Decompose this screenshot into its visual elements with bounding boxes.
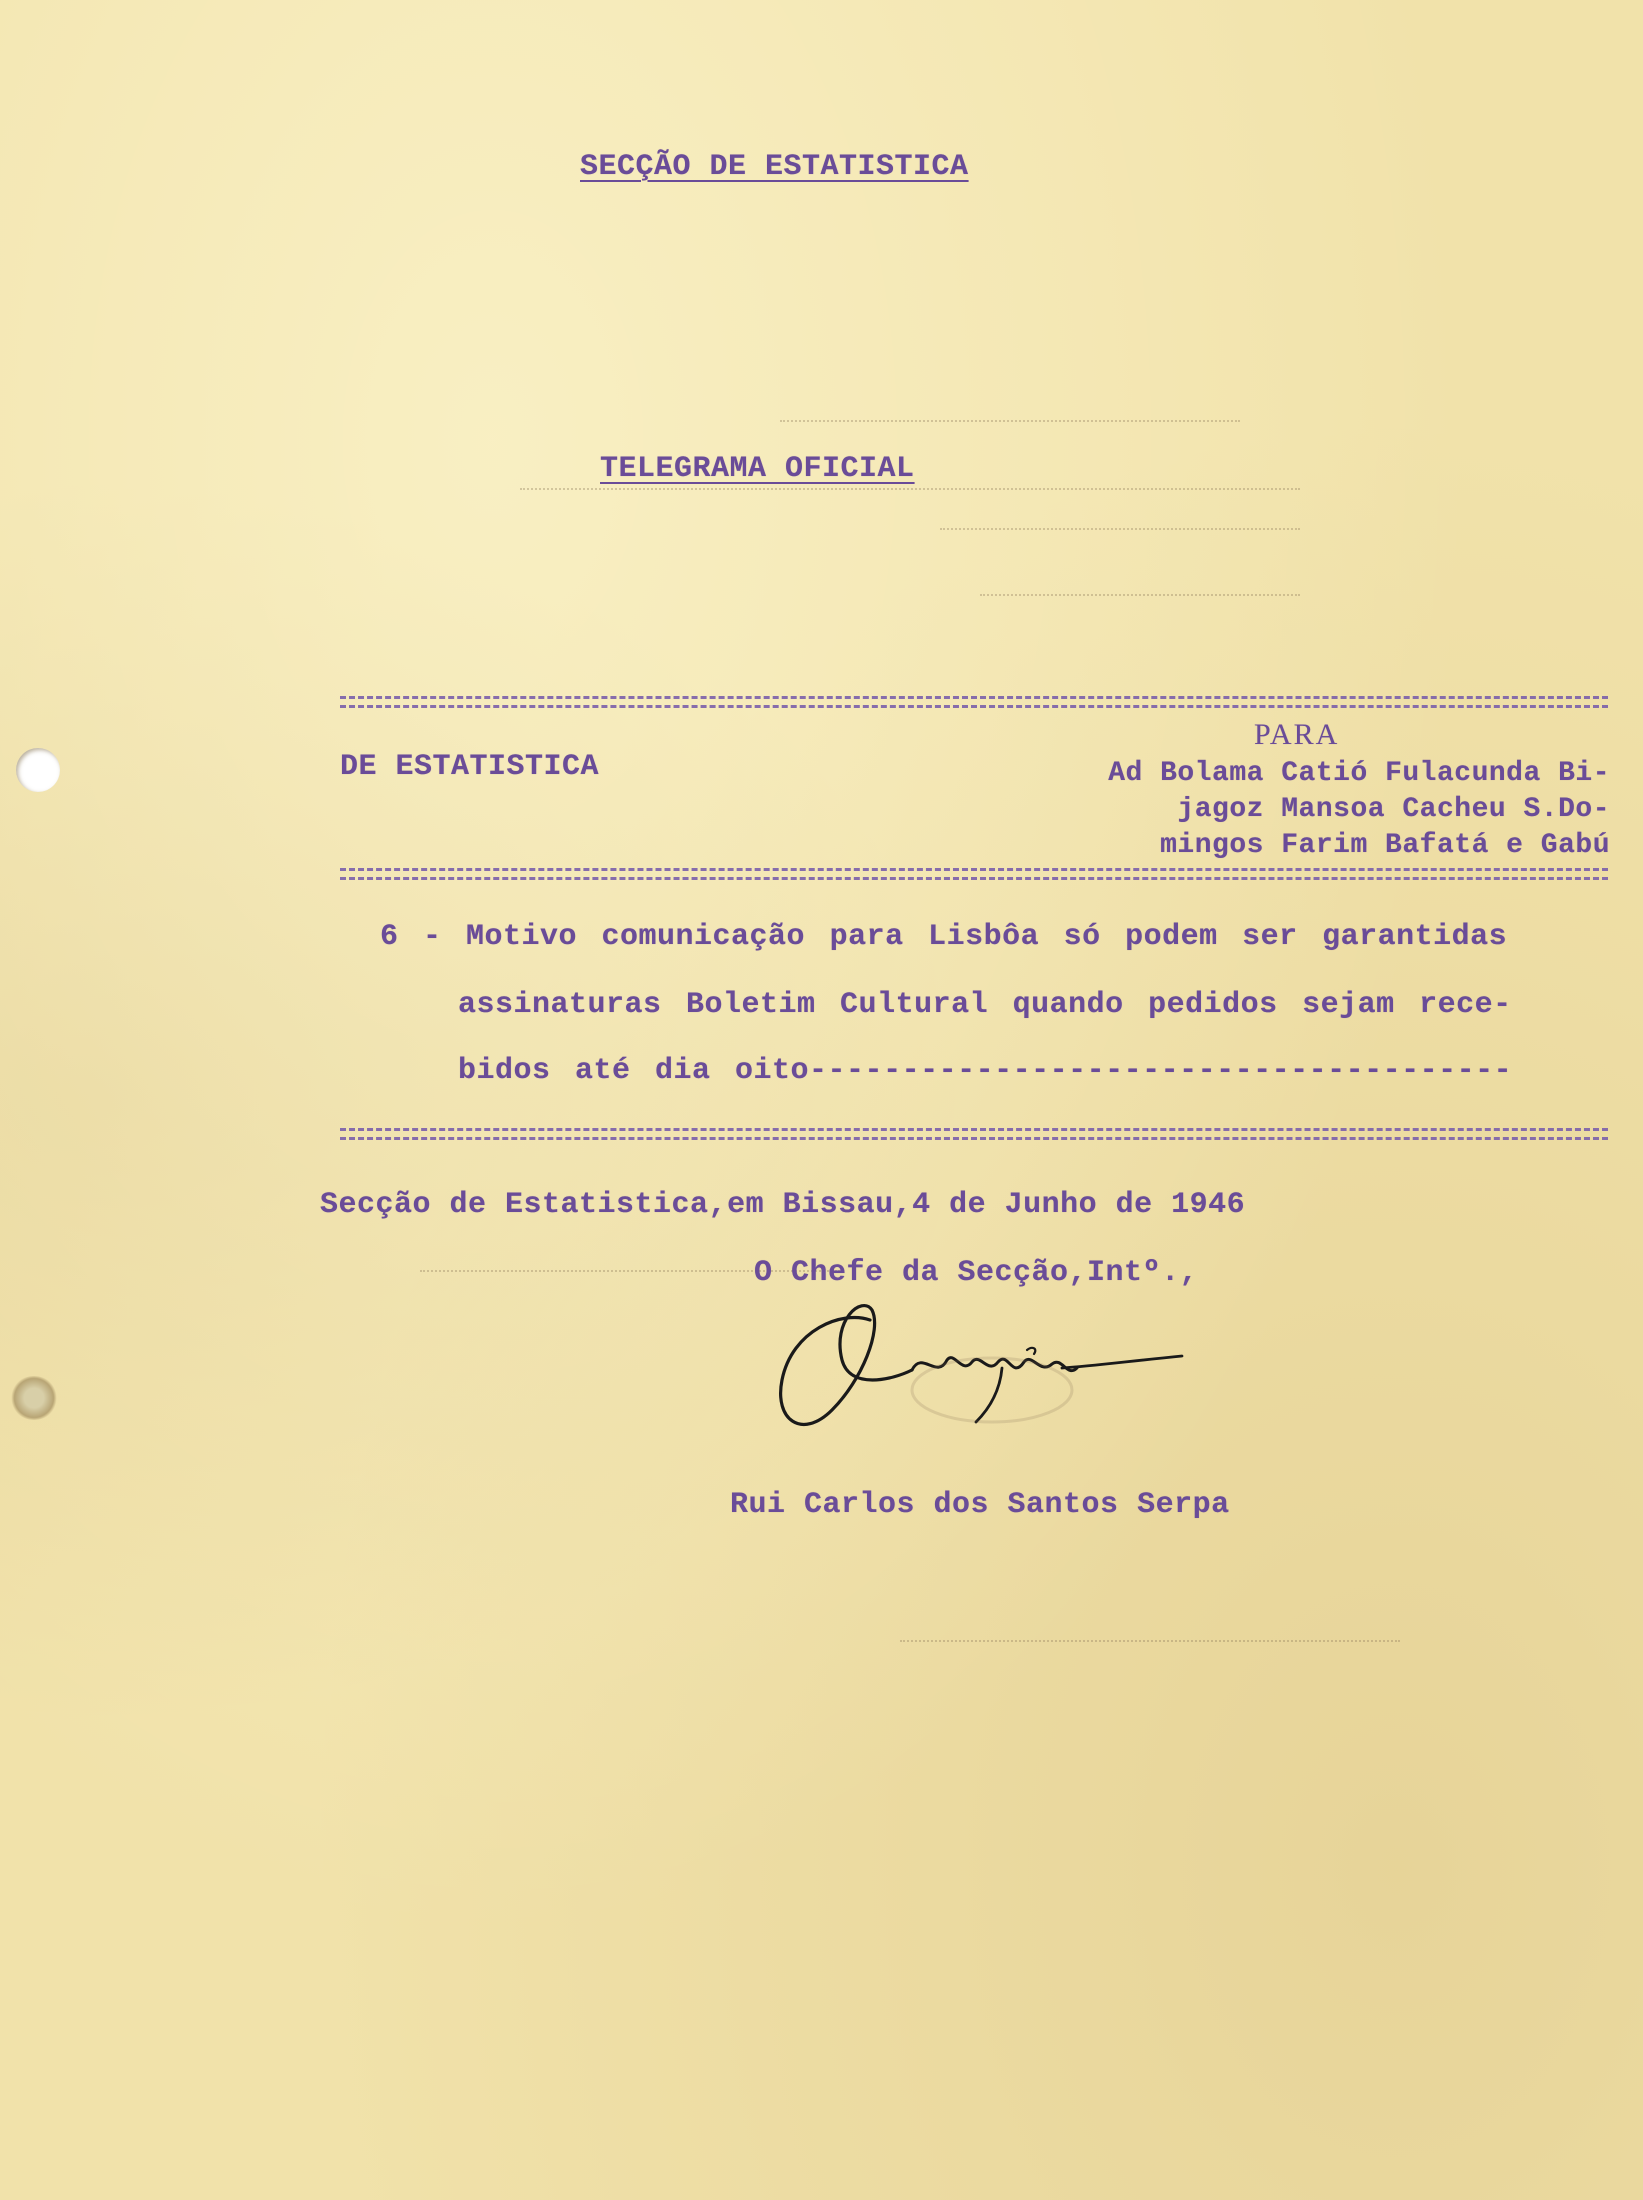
signature	[762, 1290, 1202, 1460]
section-title: SECÇÃO DE ESTATISTICA	[580, 150, 969, 184]
message-line: assinaturas Boletim Cultural quando pedidos sejam rece-	[458, 988, 1512, 1022]
signer-title: O Chefe da Secção,Intº.,	[754, 1256, 1199, 1290]
recipients-line: Ad Bolama Catió Fulacunda Bi-	[1108, 758, 1610, 789]
message-line: bidos até dia oito--------------------------------------	[458, 1054, 1513, 1088]
guide-dots	[520, 488, 1300, 490]
recipients-block	[1030, 756, 1610, 864]
recipients-line: mingos Farim Bafatá e Gabú	[1160, 830, 1610, 861]
punch-hole	[16, 748, 60, 792]
bottom-double-rule	[340, 1128, 1608, 1140]
place-date: Secção de Estatistica,em Bissau,4 de Junho de 1946	[320, 1188, 1246, 1222]
signer-name: Rui Carlos dos Santos Serpa	[730, 1488, 1230, 1522]
guide-dots	[980, 594, 1300, 596]
middle-double-rule	[340, 868, 1608, 880]
torn-punch-hole	[10, 1376, 58, 1420]
guide-dots	[900, 1640, 1400, 1642]
message-line: 6 - Motivo comunicação para Lisbôa só podem ser garantidas	[380, 920, 1508, 954]
from-label: DE ESTATISTICA	[340, 750, 600, 784]
guide-dots	[780, 420, 1240, 422]
recipients-line: jagoz Mansoa Cacheu S.Do-	[1177, 794, 1610, 825]
top-double-rule	[340, 696, 1608, 708]
telegram-title: TELEGRAMA OFICIAL	[600, 452, 915, 486]
guide-dots	[940, 528, 1300, 530]
to-label: PARA	[1254, 718, 1340, 751]
